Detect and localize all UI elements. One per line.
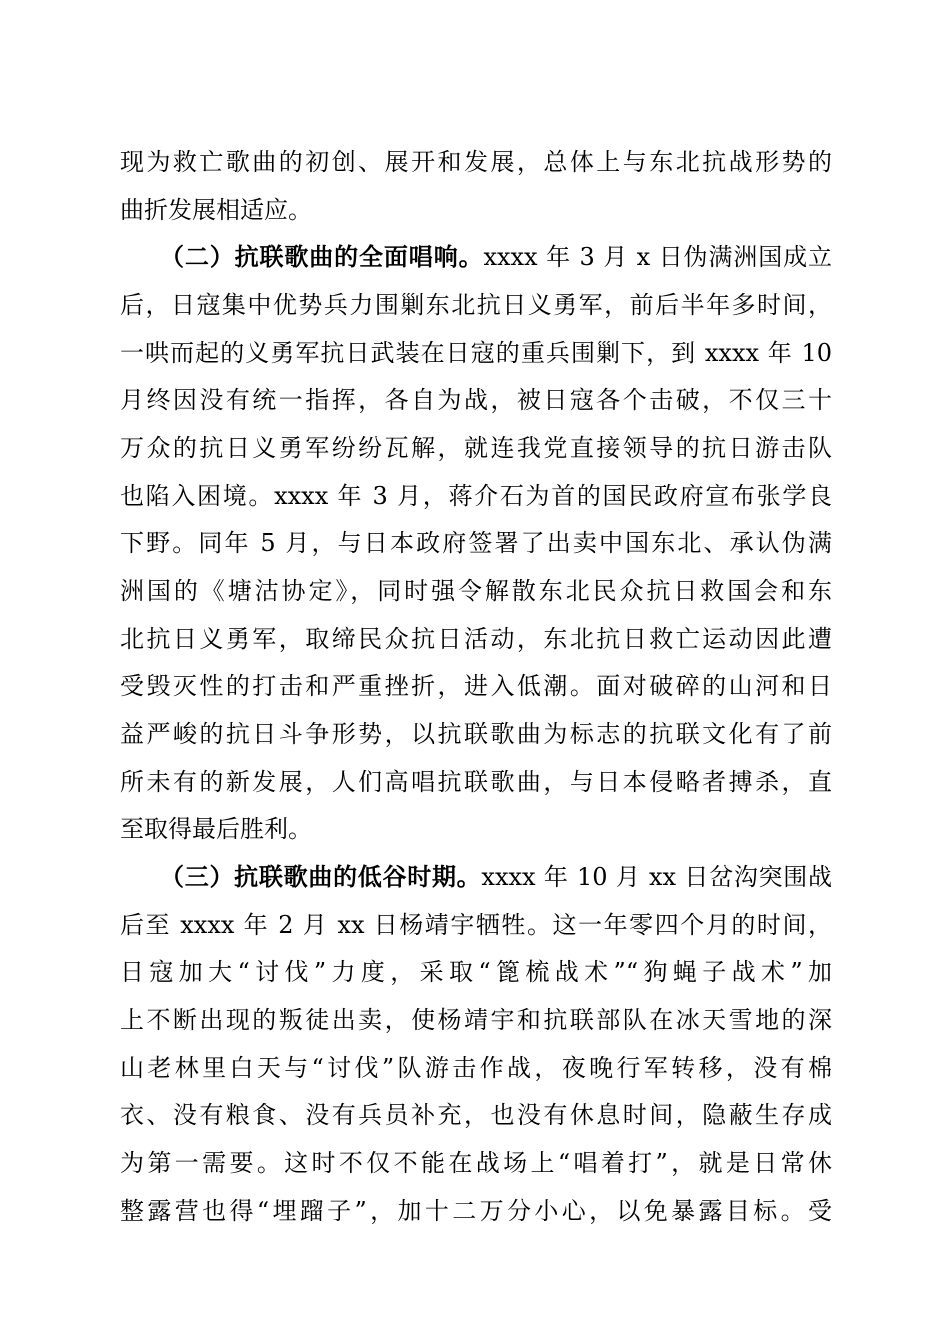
section-2-heading: （二）抗联歌曲的全面唱响。 <box>160 242 484 271</box>
section-3-heading: （三）抗联歌曲的低谷时期。 <box>160 862 482 891</box>
paragraph-line: 整露营也得“埋蹓子”，加十二万分小心，以免暴露目标。受 <box>120 1197 832 1225</box>
paragraph-line: 万众的抗日义勇军纷纷瓦解，就连我党直接领导的抗日游击队 <box>120 434 832 462</box>
paragraph-line: 曲折发展相适应。 <box>120 196 312 224</box>
paragraph-line: 至取得最后胜利。 <box>120 815 312 843</box>
paragraph-line: 北抗日义勇军，取缔民众抗日活动，东北抗日救亡运动因此遭 <box>120 625 832 653</box>
paragraph-line: 为第一需要。这时不仅不能在战场上“唱着打”，就是日常休 <box>120 1149 832 1177</box>
paragraph-line: 所未有的新发展，人们高唱抗联歌曲，与日本侵略者搏杀，直 <box>120 768 832 796</box>
paragraph-line: 山老林里白天与“讨伐”队游击作战，夜晚行军转移，没有棉 <box>120 1054 832 1082</box>
paragraph-line: 后至 xxxx 年 2 月 xx 日杨靖宇牺牲。这一年零四个月的时间， <box>120 911 832 939</box>
section-2-first-line-text: xxxx 年 3 月 x 日伪满洲国成立 <box>483 243 832 271</box>
paragraph-line: 下野。同年 5 月，与日本政府签署了出卖中国东北、承认伪满 <box>120 529 832 557</box>
section-3-first-line-text: xxxx 年 10 月 xx 日岔沟突围战 <box>481 863 833 891</box>
paragraph-line: 衣、没有粮食、没有兵员补充，也没有休息时间，隐蔽生存成 <box>120 1101 832 1129</box>
paragraph-line: 益严峻的抗日斗争形势，以抗联歌曲为标志的抗联文化有了前 <box>120 720 832 748</box>
paragraph-line: 上不断出现的叛徒出卖，使杨靖宇和抗联部队在冰天雪地的深 <box>120 1006 832 1034</box>
paragraph-line: 一哄而起的义勇军抗日武装在日寇的重兵围剿下，到 xxxx 年 10 <box>120 339 832 367</box>
paragraph-line: 月终因没有统一指挥，各自为战，被日寇各个击破，不仅三十 <box>120 386 832 414</box>
paragraph-line: 洲国的《塘沽协定》，同时强令解散东北民众抗日救国会和东 <box>120 577 832 605</box>
paragraph-line: 日寇加大“讨伐”力度，采取“篦梳战术”“狗蝇子战术”加 <box>120 958 832 986</box>
paragraph-line: 后，日寇集中优势兵力围剿东北抗日义勇军，前后半年多时间， <box>120 291 832 319</box>
paragraph-line: 受毁灭性的打击和严重挫折，进入低潮。面对破碎的山河和日 <box>120 672 832 700</box>
section-3-first-line <box>160 862 832 892</box>
paragraph-line: 现为救亡歌曲的初创、展开和发展，总体上与东北抗战形势的 <box>120 148 832 176</box>
section-2-first-line <box>160 242 832 272</box>
paragraph-line: 也陷入困境。xxxx 年 3 月，蒋介石为首的国民政府宣布张学良 <box>120 482 832 510</box>
